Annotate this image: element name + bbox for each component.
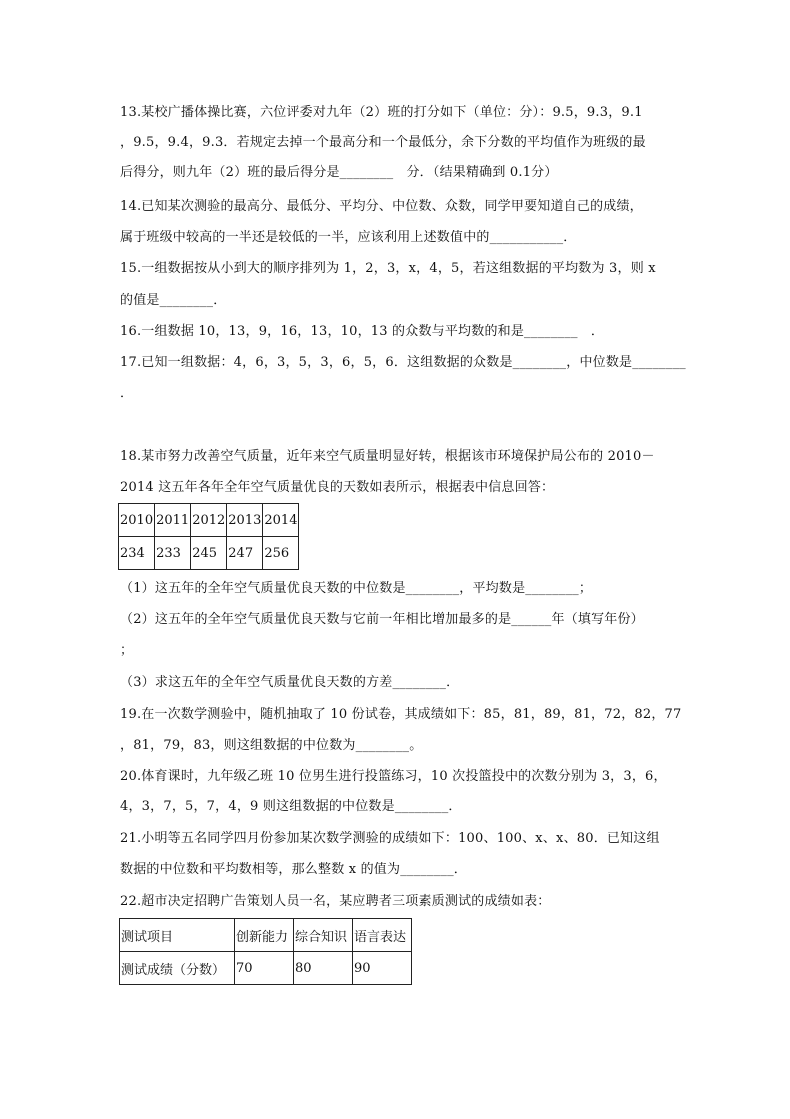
q18-part-2: （2）这五年的全年空气质量优良天数与它前一年相比增加最多的是______年（填写年份） [120,612,644,627]
q14-line-1: 14.已知某次测验的最高分、最低分、平均分、中位数、众数，同学甲要知道自己的成绩， [120,199,643,214]
year-cell: 2014 [263,504,299,537]
header-cell: 创新能力 [235,919,294,952]
score-label-cell: 测试成绩（分数） [120,952,235,985]
q18-part-1: （1）这五年的全年空气质量优良天数的中位数是________，平均数是________； [120,581,593,596]
score-cell: 80 [294,952,353,985]
table-row [119,537,299,570]
q19-line-2: ，81，79，83，则这组数据的中位数为________。 [120,738,423,753]
air-quality-table [118,503,299,570]
q15-line-1: 15.一组数据按从小到大的顺序排列为 1，2，3，x，4，5，若这组数据的平均数为 3，则 x [120,261,656,276]
year-cell: 2011 [155,504,191,537]
recruitment-score-table [119,918,412,985]
q18-part-2-cont: ； [120,643,134,658]
q13-line-2: ，9.5，9.4，9.3．若规定去掉一个最高分和一个最低分，余下分数的平均值作为班级的最 [120,135,646,150]
days-cell: 245 [191,537,227,570]
q20-line-2: 4，3，7，5，7，4，9 则这组数据的中位数是________． [120,799,462,814]
q15-line-2: 的值是________． [120,293,227,308]
q13-line-3: 后得分，则九年（2）班的最后得分是________ 分．（结果精确到 0.1分） [120,165,558,180]
q18-part-3: （3）求这五年的全年空气质量优良天数的方差________． [120,675,460,690]
q19-line-1: 19.在一次数学测验中，随机抽取了 10 份试卷，其成绩如下：85，81，89，81，72，82，77 [120,707,682,722]
table-row [119,504,299,537]
q16-line: 16.一组数据 10，13，9，16，13，10，13 的众数与平均数的和是________ ． [120,324,605,339]
days-cell: 247 [227,537,263,570]
days-cell: 234 [119,537,155,570]
q20-line-1: 20.体育课时，九年级乙班 10 位男生进行投篮练习，10 次投篮投中的次数分别为 3，3，6， [120,769,667,784]
score-cell: 70 [235,952,294,985]
q21-line-1: 21.小明等五名同学四月份参加某次数学测验的成绩如下：100、100、x、x、80．已知这组 [120,831,660,846]
q17-line-2: ． [120,386,134,401]
days-cell: 256 [263,537,299,570]
q14-line-2: 属于班级中较高的一半还是较低的一半，应该利用上述数值中的___________． [120,230,577,245]
days-cell: 233 [155,537,191,570]
q18-line-2: 2014 这五年各年全年空气质量优良的天数如表所示，根据表中信息回答： [120,480,555,495]
year-cell: 2013 [227,504,263,537]
q13-line-1: 13.某校广播体操比赛，六位评委对九年（2）班的打分如下（单位：分）：9.5，9.3，9.1 [120,105,643,120]
q17-line-1: 17.已知一组数据：4，6，3，5，3，6，5，6．这组数据的众数是________，中位数是________ [120,355,686,370]
year-cell: 2010 [119,504,155,537]
score-cell: 90 [353,952,412,985]
header-cell: 测试项目 [120,919,235,952]
q18-line-1: 18.某市努力改善空气质量，近年来空气质量明显好转，根据该市环境保护局公布的 2010－ [120,449,655,464]
header-cell: 语言表达 [353,919,412,952]
table-row [120,952,412,985]
q21-line-2: 数据的中位数和平均数相等，那么整数 x 的值为________． [120,862,467,877]
year-cell: 2012 [191,504,227,537]
header-cell: 综合知识 [294,919,353,952]
q22-line-1: 22.超市决定招聘广告策划人员一名，某应聘者三项素质测试的成绩如表： [120,894,551,909]
table-row [120,919,412,952]
